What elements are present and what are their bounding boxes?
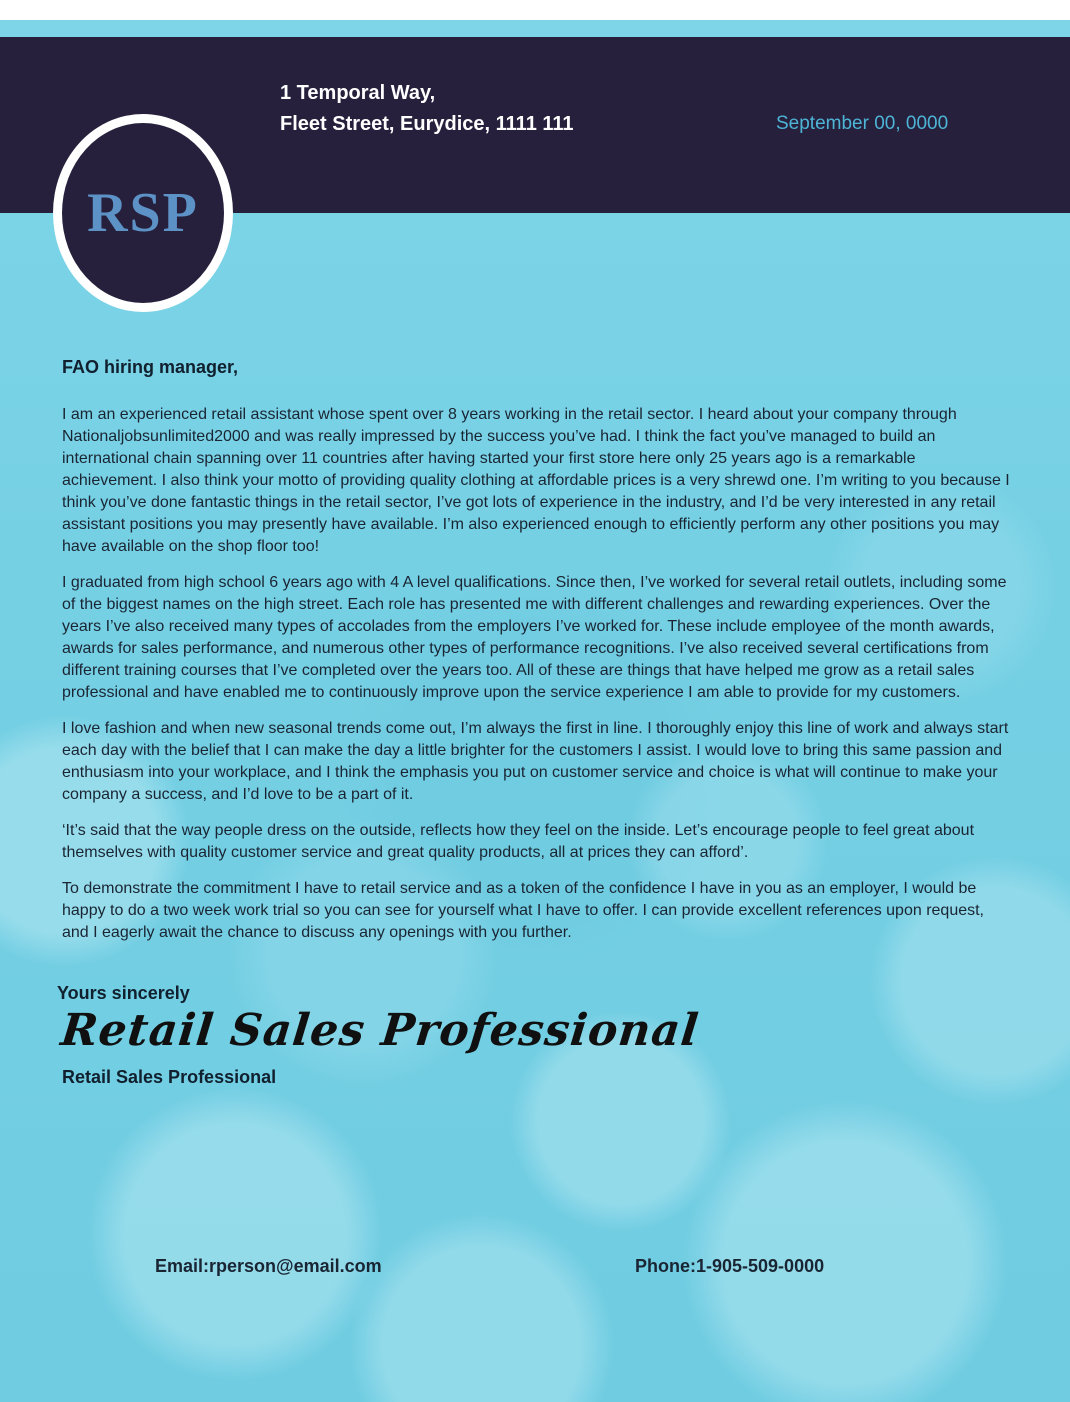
letter-body: [57, 356, 1012, 1088]
paragraph-quote: ‘It’s said that the way people dress on the outside, reflects how they feel on the inside. Let’s encourage people to feel great about themselves with quality customer service and great quality products, all at prices they can afford’.: [62, 822, 975, 861]
salutation: FAO hiring manager,: [62, 357, 239, 377]
email-text: Email:rperson@email.com: [155, 1256, 382, 1276]
sender-address: [280, 78, 574, 140]
signer-name: Retail Sales Professional: [62, 1067, 277, 1087]
paragraph-experience: I graduated from high school 6 years ago with 4 A level qualifications. Since then, I’ve worked for several retail outlets, including some of the biggest names on the high street. Each role has presented me with different challenges and rewarding experiences. Over the years I’ve also received many types of accolades from the employers I’ve worked for. These include employee of the month awards, awards for sales performance, and numerous other types of performance recognitions. I’ve also received several certifications from different training courses that I’ve completed over the years too. All of these are things that have helped me grow as a retail sales professional and have enabled me to continuously improve upon the service experience I am able to provide for my customers.: [62, 574, 1007, 701]
paragraph-passion: I love fashion and when new seasonal trends come out, I’m always the first in line. I thoroughly enjoy this line of work and always start each day with the belief that I can make the day a little brighter for the customers I assist. I would love to bring this same passion and enthusiasm into your workplace, and I think the emphasis you put on customer service and choice is what will continue to make your company a success, and I’d love to be a part of it.: [62, 720, 1009, 803]
rsp-logo: [53, 114, 233, 312]
closing-line: Yours sincerely: [57, 983, 190, 1003]
phone-text: Phone:1-905-509-0000: [635, 1256, 825, 1276]
handwritten-signature: Retail Sales Professional: [58, 1005, 702, 1056]
paragraph-commitment: To demonstrate the commitment I have to retail service and as a token of the confidence I have in you as an employer, I would be happy to do a two week work trial so you can see for yourself what I have to offer. I can provide excellent references upon request, and I eagerly await the chance to discuss any openings with you further.: [62, 880, 984, 941]
address-line-2: Fleet Street, Eurydice, 1111 111: [280, 113, 574, 135]
letter-date: September 00, 0000: [776, 113, 949, 134]
top-white-strip: [0, 0, 1070, 20]
address-line-1: 1 Temporal Way,: [280, 82, 436, 104]
paragraph-introduction: I am an experienced retail assistant whose spent over 8 years working in the retail sector. I heard about your company through Nationaljobsunlimited2000 and was really impressed by the success you’ve had. I think the fact you’ve managed to build an international chain spanning over 11 countries after having started your first store here only 25 years ago is a remarkable achievement. I also think your motto of providing quality clothing at affordable prices is a very shrewd one. I’m writing to you because I think you’ve done fantastic things in the retail sector, I’ve got lots of experience in the industry, and I’d be very interested in any retail assistant positions you may presently have available. I’m also experienced enough to efficiently perform any other positions you may have available on the shop floor too!: [62, 406, 1010, 555]
logo-initials: RSP: [87, 182, 199, 244]
